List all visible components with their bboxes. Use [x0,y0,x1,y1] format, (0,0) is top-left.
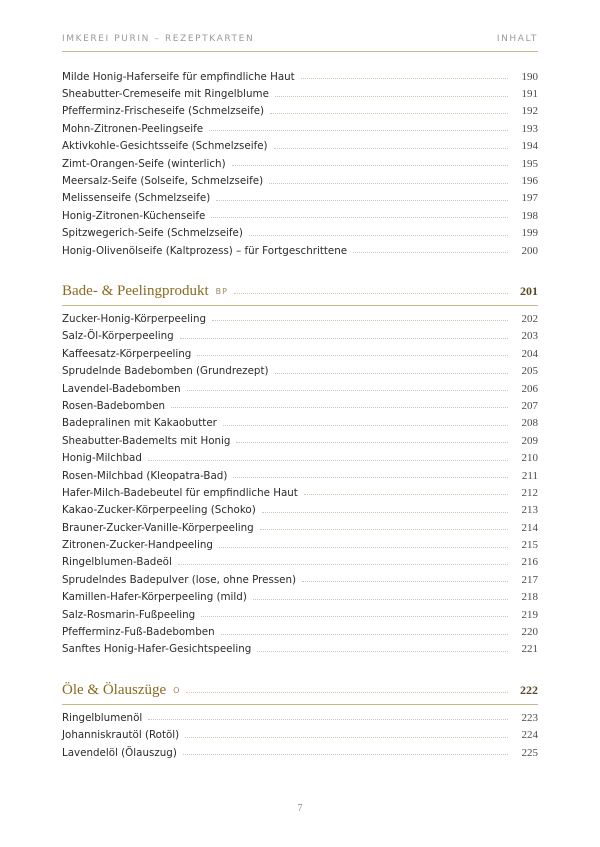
entry-title: Kakao-Zucker-Körperpeeling (Schoko) [62,504,256,517]
entry-title: Zimt-Orangen-Seife (winterlich) [62,157,226,170]
dot-leader [171,407,508,408]
entry-title: Zitronen-Zucker-Handpeeling [62,539,213,552]
entry-page: 215 [521,539,538,552]
dot-leader [186,692,508,693]
entry-page: 194 [521,140,538,153]
toc-entry[interactable] [62,310,538,327]
toc-entry[interactable] [62,571,538,588]
toc-entry[interactable] [62,397,538,414]
entry-title: Kamillen-Hafer-Körperpeeling (mild) [62,591,247,604]
dot-leader [304,494,508,495]
entry-page: 196 [521,175,538,188]
entry-title: Ringelblumen-Badeöl [62,556,172,569]
section-rule [62,704,538,705]
section-page: 201 [520,283,538,298]
section-code: BP [215,286,228,296]
entry-title: Aktivkohle-Gesichtsseife (Schmelzseife) [62,140,268,153]
dot-leader [257,651,508,652]
dot-leader [180,338,508,339]
entry-page: 218 [521,591,538,604]
toc-entry[interactable] [62,380,538,397]
entry-page: 216 [521,556,538,569]
toc-entry[interactable] [62,415,538,432]
dot-leader [269,183,508,184]
header-rule [62,51,538,52]
entry-title: Pfefferminz-Frischeseife (Schmelzseife) [62,105,265,118]
dot-leader [232,165,508,166]
toc [62,68,538,761]
entry-page: 199 [521,227,538,240]
toc-entry[interactable] [62,172,538,189]
entry-title: Mohn-Zitronen-Peelingseife [62,122,204,135]
entry-page: 197 [521,192,538,205]
entry-page: 192 [521,105,538,118]
toc-entry[interactable] [62,502,538,519]
toc-entry[interactable] [62,190,538,207]
toc-entry[interactable] [62,727,538,744]
entry-title: Lavendelöl (Ölauszug) [62,746,177,759]
dot-leader [178,564,508,565]
running-head-left: IMKEREI PURIN – REZEPTKARTEN [62,34,255,44]
entry-page: 204 [521,347,538,360]
dot-leader [185,737,508,738]
entry-title: Sheabutter-Cremeseife mit Ringelblume [62,88,269,101]
toc-entry[interactable] [62,242,538,259]
dot-leader [236,442,508,443]
entry-page: 224 [521,729,538,742]
entry-title: Sheabutter-Bademelts mit Honig [62,434,231,447]
dot-leader [187,390,508,391]
toc-entry[interactable] [62,641,538,658]
entry-page: 210 [521,452,538,465]
toc-entry[interactable] [62,103,538,120]
dot-leader [253,599,508,600]
entry-title: Milde Honig-Haferseife für empfindliche Haut [62,70,295,83]
dot-leader [233,477,508,478]
toc-entry[interactable] [62,709,538,726]
toc-entry[interactable] [62,589,538,606]
toc-entry[interactable] [62,536,538,553]
section-rule [62,305,538,306]
entry-title: Honig-Zitronen-Küchenseife [62,209,206,222]
entry-page: 221 [521,643,538,656]
entry-title: Badepralinen mit Kakaobutter [62,417,217,430]
running-head [62,34,538,44]
entry-title: Rosen-Badebomben [62,399,166,412]
entry-page: 200 [521,244,538,257]
entry-page: 220 [521,626,538,639]
dot-leader [201,616,508,617]
section-page: 222 [520,682,538,697]
section-heading-oele[interactable] [62,678,538,702]
entry-title: Brauner-Zucker-Vanille-Körperpeeling [62,521,254,534]
toc-entry[interactable] [62,68,538,85]
entry-page: 212 [521,486,538,499]
dot-leader [219,547,508,548]
entry-page: 190 [521,70,538,83]
entry-page: 213 [521,504,538,517]
page-number: 7 [297,803,303,814]
dot-leader [212,320,508,321]
entry-title: Hafer-Milch-Badebeutel für empfindliche Haut [62,486,298,499]
dot-leader [302,581,508,582]
toc-entry[interactable] [62,328,538,345]
section-title: Bade- & Peelingprodukt [62,282,209,299]
dot-leader [183,754,508,755]
toc-group-oele [62,709,538,761]
entry-title: Meersalz-Seife (Solseife, Schmelzseife) [62,175,264,188]
entry-page: 217 [521,573,538,586]
entry-title: Salz-Öl-Körperpeeling [62,330,174,343]
entry-title: Sanftes Honig-Hafer-Gesichtspeeling [62,643,252,656]
toc-entry[interactable] [62,225,538,242]
entry-page: 205 [521,365,538,378]
entry-page: 208 [521,417,538,430]
entry-title: Spitzwegerich-Seife (Schmelzseife) [62,227,243,240]
dot-leader [221,634,508,635]
entry-page: 195 [521,157,538,170]
dot-leader [211,217,508,218]
section-heading-bade-peeling[interactable] [62,279,538,303]
toc-entry[interactable] [62,606,538,623]
entry-title: Melissenseife (Schmelzseife) [62,192,211,205]
toc-entry[interactable] [62,484,538,501]
dot-leader [262,512,508,513]
section-title: Öle & Ölauszüge [62,681,167,698]
toc-entry[interactable] [62,467,538,484]
dot-leader [148,460,508,461]
toc-entry[interactable] [62,623,538,640]
entry-page: 191 [521,88,538,101]
toc-entry[interactable] [62,519,538,536]
entry-title: Honig-Milchbad [62,452,142,465]
entry-page: 214 [521,521,538,534]
entry-page: 225 [521,746,538,759]
entry-title: Salz-Rosmarin-Fußpeeling [62,608,196,621]
toc-entry[interactable] [62,362,538,379]
toc-group-soaps [62,68,538,259]
entry-page: 202 [521,312,538,325]
dot-leader [301,78,508,79]
dot-leader [197,355,508,356]
dot-leader [223,425,508,426]
toc-group-bade-peeling [62,310,538,658]
entry-title: Ringelblumenöl [62,711,143,724]
entry-page: 193 [521,122,538,135]
entry-page: 219 [521,608,538,621]
dot-leader [274,148,508,149]
dot-leader [275,373,508,374]
entry-page: 209 [521,434,538,447]
entry-title: Rosen-Milchbad (Kleopatra-Bad) [62,469,228,482]
dot-leader [270,113,508,114]
entry-page: 223 [521,711,538,724]
entry-title: Pfefferminz-Fuß-Badebomben [62,626,215,639]
entry-page: 206 [521,382,538,395]
toc-entry[interactable] [62,744,538,761]
entry-title: Honig-Olivenölseife (Kaltprozess) – für Fortgeschrittene [62,244,348,257]
toc-entry[interactable] [62,120,538,137]
dot-leader [209,130,508,131]
dot-leader [234,293,508,294]
toc-entry[interactable] [62,432,538,449]
entry-page: 198 [521,209,538,222]
dot-leader [249,235,508,236]
dot-leader [216,200,508,201]
entry-title: Lavendel-Badebomben [62,382,181,395]
entry-title: Zucker-Honig-Körperpeeling [62,312,207,325]
entry-title: Kaffeesatz-Körperpeeling [62,347,192,360]
entry-page: 207 [521,399,538,412]
toc-entry[interactable] [62,345,538,362]
toc-entry[interactable] [62,138,538,155]
dot-leader [353,252,508,253]
dot-leader [260,529,508,530]
toc-entry[interactable] [62,155,538,172]
entry-page: 203 [521,330,538,343]
dot-leader [275,96,508,97]
toc-entry[interactable] [62,207,538,224]
entry-title: Sprudelnde Badebomben (Grundrezept) [62,365,269,378]
entry-page: 211 [521,469,538,482]
toc-entry[interactable] [62,449,538,466]
entry-title: Johanniskrautöl (Rotöl) [62,729,180,742]
toc-entry[interactable] [62,85,538,102]
section-code: O [173,685,181,695]
toc-entry[interactable] [62,554,538,571]
running-head-right: INHALT [496,34,538,44]
entry-title: Sprudelndes Badepulver (lose, ohne Pressen) [62,573,297,586]
dot-leader [148,719,508,720]
